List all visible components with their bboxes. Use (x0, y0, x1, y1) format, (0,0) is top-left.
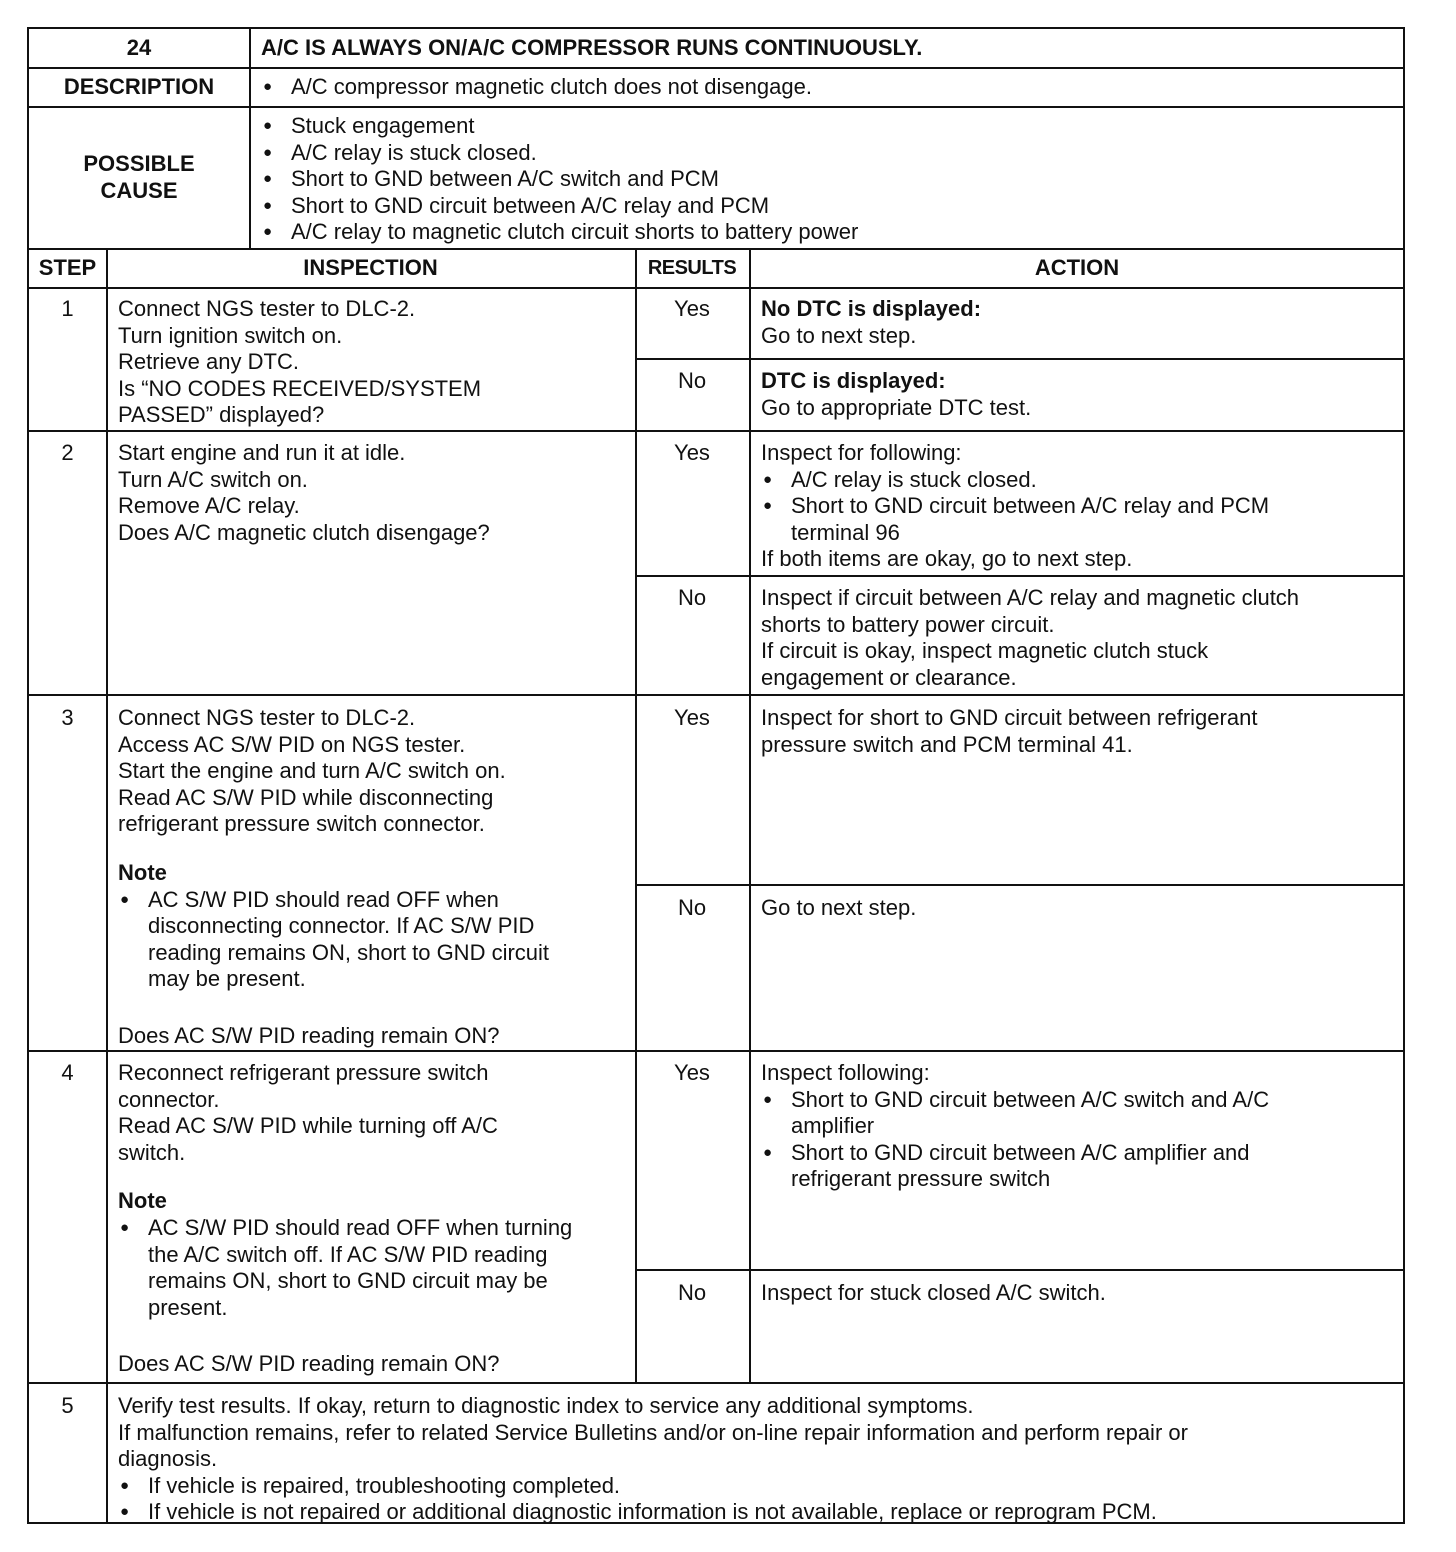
rule-step4-mid (636, 1269, 1405, 1271)
rule-step2-mid (636, 575, 1405, 577)
possible-cause-list (261, 113, 858, 246)
step4-inspection (118, 1060, 572, 1378)
rule-step3-mid (636, 884, 1405, 886)
action-line: If both items are okay, go to next step. (761, 546, 1133, 572)
result-no: No (677, 368, 707, 393)
note-line: present. (148, 1294, 228, 1320)
action-line: pressure switch and PCM terminal 41. (761, 731, 1133, 757)
rule-columns-bottom (29, 287, 1405, 289)
rule-step-divider (106, 248, 108, 1524)
step4-action-yes (761, 1060, 1269, 1193)
note-line: reading remains ON, short to GND circuit (148, 939, 550, 965)
step2-action-yes (761, 440, 1269, 573)
result-yes: Yes (674, 440, 710, 465)
result-yes: Yes (674, 296, 710, 321)
description-text: ● A/C compressor magnetic clutch does not disengage. (261, 74, 1456, 101)
inspection-line: Retrieve any DTC. (118, 349, 299, 375)
step-number: 1 (61, 296, 74, 321)
rule-step1-bottom (29, 430, 1405, 432)
action-line: engagement or clearance. (761, 664, 1017, 690)
action-bullet-cont: terminal 96 (791, 519, 900, 545)
note-heading: Note (118, 1188, 167, 1214)
inspection-line: Read AC S/W PID while turning off A/C (118, 1113, 498, 1139)
result-no: No (677, 585, 707, 610)
possible-cause-label-line2: CAUSE (100, 177, 178, 203)
rule-inspection-divider (635, 248, 637, 1382)
inspection-line: Reconnect refrigerant pressure switch (118, 1060, 489, 1085)
inspection-line: If malfunction remains, refer to related Service Bulletins and/or on-line repair information and perform repair or (118, 1419, 1188, 1445)
action-line: Go to next step. (761, 322, 917, 348)
action-bullet-cont: refrigerant pressure switch (791, 1166, 1051, 1192)
step-number: 4 (61, 1060, 74, 1085)
inspection-line: Start the engine and turn A/C switch on. (118, 758, 506, 784)
result-yes: Yes (674, 1060, 710, 1085)
inspection-line: Read AC S/W PID while disconnecting (118, 784, 494, 810)
possible-cause-label (29, 151, 249, 204)
procedure-number: 24 (126, 35, 152, 60)
inspection-line: Access AC S/W PID on NGS tester. (118, 731, 466, 757)
action-bullet: ● Short to GND circuit between A/C switch and A/C (761, 1087, 1269, 1114)
cause-item: ● Stuck engagement (261, 113, 858, 140)
inspection-line: Connect NGS tester to DLC-2. (118, 296, 416, 321)
action-heading: No DTC is displayed: (761, 296, 982, 321)
column-inspection: INSPECTION (303, 255, 438, 280)
column-results: RESULTS (647, 257, 737, 279)
rule-step2-bottom (29, 694, 1405, 696)
action-line: Inspect for short to GND circuit between refrigerant (761, 705, 1258, 730)
step2-inspection (118, 440, 490, 546)
step-number: 2 (61, 440, 74, 465)
action-bullet: ● Short to GND circuit between A/C relay and PCM (761, 493, 1269, 520)
note-line: ● AC S/W PID should read OFF when (118, 887, 549, 914)
inspection-line: Verify test results. If okay, return to diagnostic index to service any additional symptoms. (118, 1393, 974, 1418)
step1-action-no (761, 368, 1031, 421)
inspection-line: Connect NGS tester to DLC-2. (118, 705, 416, 730)
note-line: remains ON, short to GND circuit may be (148, 1268, 548, 1294)
rule-description-bottom (29, 106, 1405, 108)
result-no: No (677, 1280, 707, 1305)
step5-inspection (118, 1393, 1188, 1526)
description-label: DESCRIPTION (63, 74, 215, 99)
diagnostic-table (27, 27, 1405, 1524)
action-bullet: ● A/C relay is stuck closed. (761, 467, 1269, 494)
note-line: disconnecting connector. If AC S/W PID (148, 913, 535, 939)
rule-step1-mid (636, 358, 1405, 360)
rule-step3-bottom (29, 1050, 1405, 1052)
inspection-line: connector. (118, 1086, 220, 1112)
action-line: Inspect following: (761, 1060, 930, 1085)
note-line: the A/C switch off. If AC S/W PID reading (148, 1241, 548, 1267)
action-line: Go to appropriate DTC test. (761, 394, 1032, 420)
result-yes: Yes (674, 705, 710, 730)
inspection-line: diagnosis. (118, 1446, 218, 1472)
step2-action-no (761, 585, 1299, 691)
action-line: shorts to battery power circuit. (761, 611, 1055, 637)
step-number: 3 (61, 705, 74, 730)
action-line: If circuit is okay, inspect magnetic clutch stuck (761, 638, 1209, 664)
step3-action-no: Go to next step. (761, 895, 917, 920)
result-no: No (677, 895, 707, 920)
action-bullet-cont: amplifier (791, 1113, 875, 1139)
inspection-bullet: ● If vehicle is repaired, troubleshooting completed. (118, 1473, 1188, 1500)
inspection-line: Does A/C magnetic clutch disengage? (118, 519, 490, 545)
rule-step4-bottom (29, 1382, 1405, 1384)
inspection-line: PASSED” displayed? (118, 402, 325, 428)
inspection-question: Does AC S/W PID reading remain ON? (118, 1351, 500, 1377)
inspection-line: refrigerant pressure switch connector. (118, 811, 485, 837)
inspection-question: Does AC S/W PID reading remain ON? (118, 1022, 500, 1048)
rule-cause-bottom (29, 248, 1405, 250)
cause-item: ● A/C relay is stuck closed. (261, 140, 858, 167)
step4-action-no: Inspect for stuck closed A/C switch. (761, 1280, 1106, 1305)
step1-inspection (118, 296, 481, 429)
note-line: may be present. (148, 966, 306, 992)
inspection-line: Is “NO CODES RECEIVED/SYSTEM (118, 375, 482, 401)
action-bullet: ● Short to GND circuit between A/C amplifier and (761, 1140, 1269, 1167)
step3-action-yes (761, 705, 1257, 758)
column-action: ACTION (1034, 255, 1120, 280)
inspection-line: switch. (118, 1139, 186, 1165)
cause-item: ● A/C relay to magnetic clutch circuit shorts to battery power (261, 219, 858, 246)
procedure-title: A/C IS ALWAYS ON/A/C COMPRESSOR RUNS CONTINUOUSLY. (261, 35, 923, 60)
note-heading: Note (118, 859, 167, 885)
step1-action-yes (761, 296, 981, 349)
inspection-line: Start engine and run it at idle. (118, 440, 406, 465)
step3-inspection (118, 705, 549, 1050)
cause-item: ● Short to GND circuit between A/C relay and PCM (261, 193, 858, 220)
action-heading: DTC is displayed: (761, 368, 946, 393)
action-line: Inspect for following: (761, 440, 962, 465)
rule-header-bottom (29, 67, 1405, 69)
inspection-line: Remove A/C relay. (118, 493, 300, 519)
note-line: ● AC S/W PID should read OFF when turning (118, 1215, 572, 1242)
column-step: STEP (38, 255, 97, 280)
inspection-line: Turn ignition switch on. (118, 322, 343, 348)
action-line: Inspect if circuit between A/C relay and magnetic clutch (761, 585, 1300, 610)
step-number: 5 (61, 1393, 74, 1418)
possible-cause-label-line1: POSSIBLE (83, 151, 195, 176)
rule-results-divider (749, 248, 751, 1382)
rule-label-divider (249, 29, 251, 248)
inspection-bullet: ● If vehicle is not repaired or additional diagnostic information is not available, replace or reprogram PCM. (118, 1499, 1188, 1526)
cause-item: ● Short to GND between A/C switch and PCM (261, 166, 858, 193)
inspection-line: Turn A/C switch on. (118, 466, 308, 492)
